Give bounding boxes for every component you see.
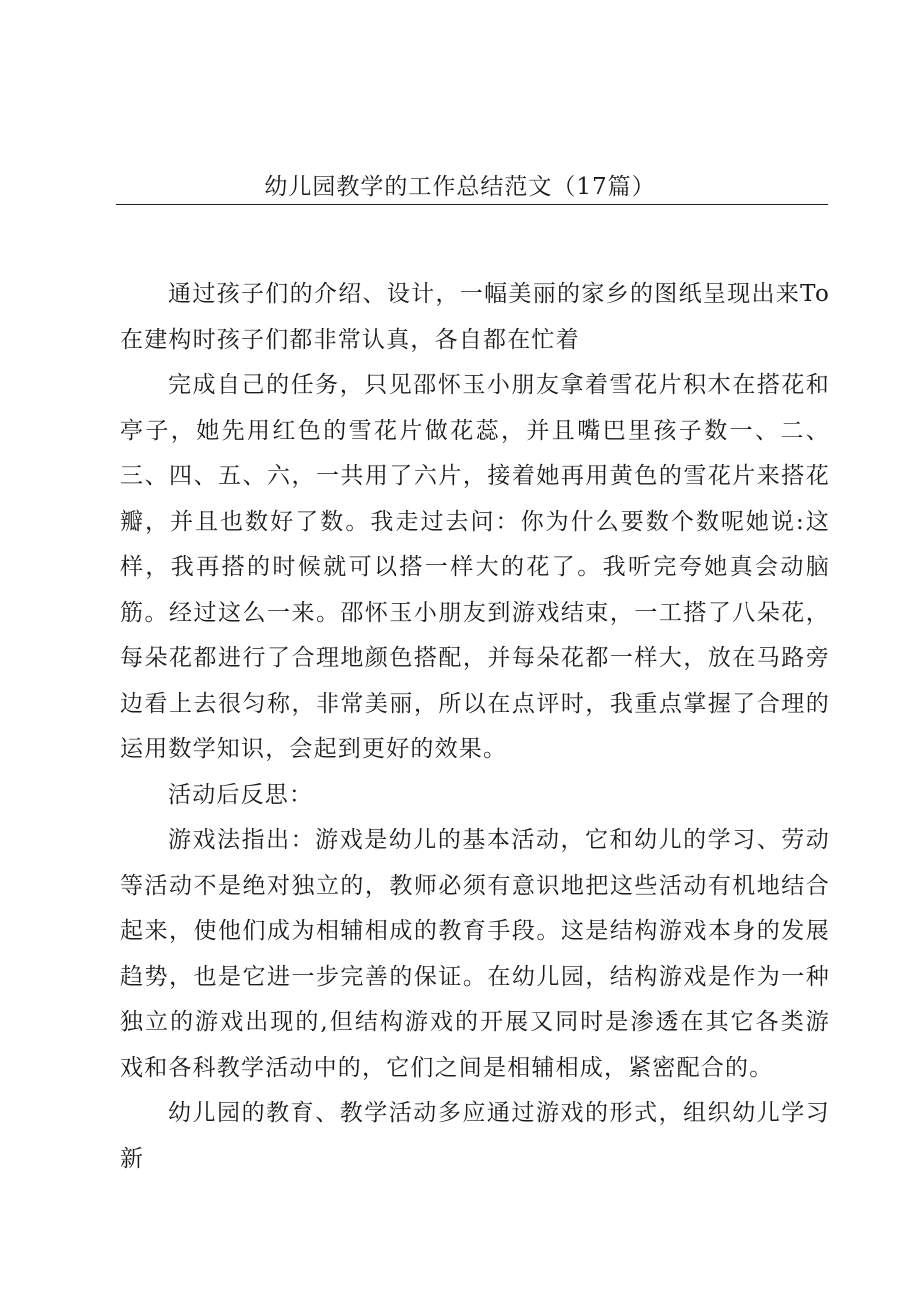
paragraph-reflection-heading: 活动后反思： (168, 781, 314, 808)
document-body (120, 272, 830, 1182)
paragraph-activity-description: 完成自己的任务，只见邵怀玉小朋友拿着雪花片积木在搭花和亭子，她先用红色的雪花片做花蕊，并且嘴巴里孩子数一、二、三、四、五、六，一共用了六片，接着她再用黄色的雪花片来搭花瓣，并且也数好了数。我走过去问：你为什么要数个数呢她说:这样，我再搭的时候就可以搭一样大的花了。我听完夸她真会动脑筋。经过这么一来。邵怀玉小朋友到游戏结束，一工搭了八朵花，每朵花都进行了合理地颜色搭配，并每朵花都一样大，放在马路旁边看上去很匀称，非常美丽，所以在点评时，我重点掌握了合理的运用数学知识，会起到更好的效果。 (120, 372, 830, 762)
document-title: 幼儿园教学的工作总结范文（17篇） (264, 174, 656, 200)
title-underline (116, 204, 828, 205)
paragraph-education-activities: 幼儿园的教育、教学活动多应通过游戏的形式，组织幼儿学习新 (120, 1100, 830, 1172)
paragraph-game-method: 游戏法指出：游戏是幼儿的基本活动，它和幼儿的学习、劳动等活动不是绝对独立的，教师必须有意识地把这些活动有机地结合起来，使他们成为相辅相成的教育手段。这是结构游戏本身的发展趋势，也是它进一步完善的保证。在幼儿园，结构游戏是作为一种独立的游戏出现的,但结构游戏的开展又同时是渗透在其它各类游戏和各科教学活动中的，它们之间是相辅相成，紧密配合的。 (120, 827, 830, 1081)
paragraph-intro: 通过孩子们的介绍、设计，一幅美丽的家乡的图纸呈现出来To在建构时孩子们都非常认真，各自都在忙着 (120, 281, 830, 353)
